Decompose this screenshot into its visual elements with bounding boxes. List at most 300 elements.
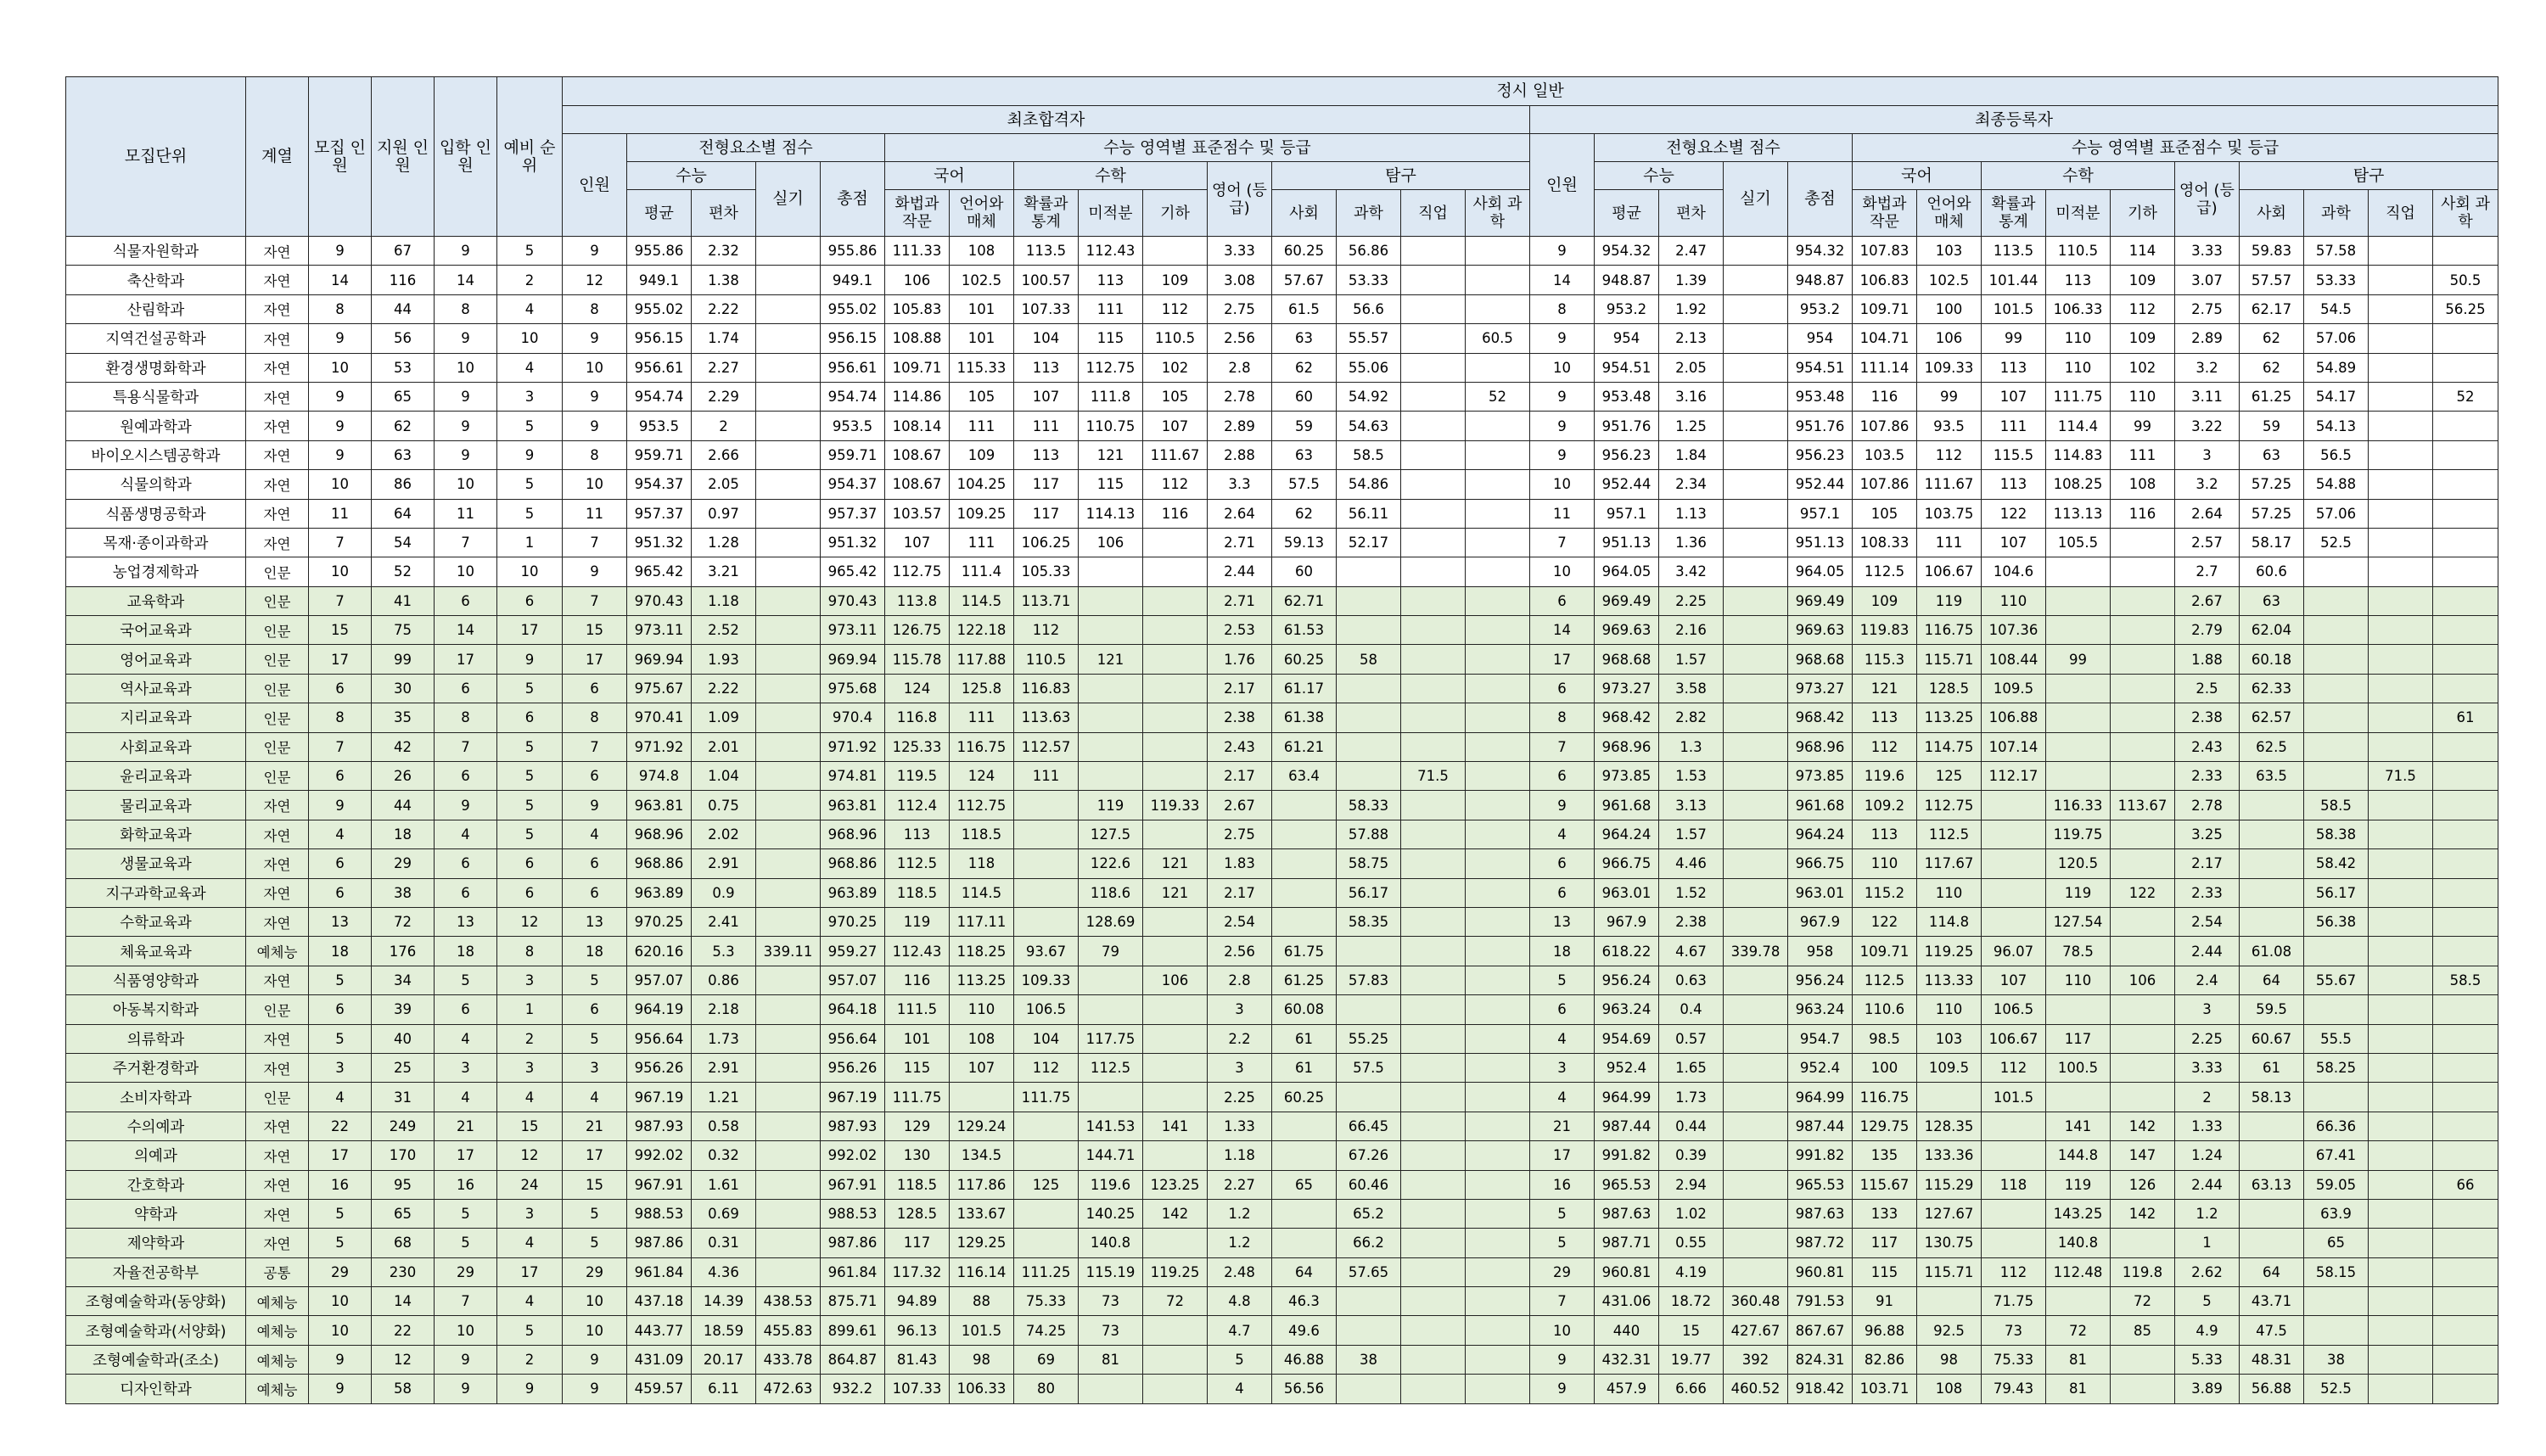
table-cell: 54 <box>372 528 435 557</box>
table-cell: 1.93 <box>692 645 756 674</box>
table-cell: 3.3 <box>1208 470 1272 499</box>
table-cell: 6 <box>497 586 563 615</box>
table-cell: 126.75 <box>885 616 950 645</box>
table-cell: 98 <box>1917 1345 1982 1374</box>
table-cell <box>1466 616 1530 645</box>
table-cell: 5 <box>497 412 563 440</box>
table-cell: 58.5 <box>2304 791 2369 820</box>
table-cell <box>1724 820 1788 848</box>
table-cell <box>1143 1053 1208 1082</box>
table-cell <box>2369 1345 2433 1374</box>
table-cell: 949.1 <box>627 266 692 294</box>
table-cell: 3 <box>2175 440 2240 469</box>
table-cell <box>1724 294 1788 323</box>
table-cell: 3.33 <box>2175 1053 2240 1082</box>
table-cell: 2.32 <box>692 237 756 266</box>
table-cell: 1.57 <box>1659 820 1724 848</box>
table-cell: 5 <box>563 966 627 994</box>
table-cell <box>2111 762 2175 791</box>
table-cell: 954.37 <box>821 470 885 499</box>
table-cell: 111 <box>1917 528 1982 557</box>
table-cell <box>2369 1199 2433 1228</box>
table-cell: 4.8 <box>1208 1287 1272 1316</box>
table-cell: 2.5 <box>2175 674 2240 703</box>
table-cell: 자연 <box>246 382 309 411</box>
table-cell: 111 <box>2111 440 2175 469</box>
table-cell: 114.86 <box>885 382 950 411</box>
table-cell: 620.16 <box>627 937 692 966</box>
table-cell: 1.33 <box>2175 1112 2240 1140</box>
table-cell: 75 <box>372 616 435 645</box>
table-cell <box>1272 849 1337 878</box>
table-cell: 117.32 <box>885 1257 950 1286</box>
table-cell <box>1724 762 1788 791</box>
table-cell: 116.14 <box>950 1257 1014 1286</box>
table-cell <box>2433 616 2498 645</box>
table-cell: 12 <box>497 907 563 936</box>
dept-name-cell: 조형예술학과(동양화) <box>66 1287 246 1316</box>
table-cell <box>2433 820 2498 848</box>
table-cell: 109.71 <box>885 353 950 382</box>
dept-name-cell: 농업경제학과 <box>66 557 246 586</box>
table-cell: 955.02 <box>821 294 885 323</box>
table-cell: 9 <box>435 237 497 266</box>
table-cell: 29 <box>435 1257 497 1286</box>
table-cell: 460.52 <box>1724 1375 1788 1403</box>
table-cell <box>2369 528 2433 557</box>
table-cell: 117.88 <box>950 645 1014 674</box>
table-cell: 113.8 <box>885 586 950 615</box>
table-cell: 110 <box>2111 382 2175 411</box>
header-dev: 편차 <box>1659 190 1724 237</box>
table-cell <box>1079 1083 1143 1112</box>
dept-name-cell: 약학과 <box>66 1199 246 1228</box>
table-cell: 2 <box>497 1024 563 1053</box>
table-cell: 101 <box>950 324 1014 353</box>
table-cell: 5 <box>1208 1345 1272 1374</box>
table-cell <box>756 820 821 848</box>
table-cell: 9 <box>435 382 497 411</box>
table-cell <box>1143 762 1208 791</box>
table-cell: 65.2 <box>1337 1199 1401 1228</box>
table-cell: 11 <box>563 499 627 528</box>
table-cell <box>1466 294 1530 323</box>
table-cell: 957.1 <box>1788 499 1853 528</box>
table-cell: 71.5 <box>2369 762 2433 791</box>
table-cell: 61.25 <box>1272 966 1337 994</box>
table-cell: 110.5 <box>2046 237 2111 266</box>
table-cell: 67.41 <box>2304 1141 2369 1170</box>
table-cell: 1.25 <box>1659 412 1724 440</box>
table-cell: 73 <box>1079 1316 1143 1345</box>
table-cell: 119 <box>1079 791 1143 820</box>
table-cell: 60.5 <box>1466 324 1530 353</box>
table-cell: 10 <box>435 557 497 586</box>
table-cell: 101.5 <box>1982 1083 2046 1112</box>
table-cell: 106.33 <box>2046 294 2111 323</box>
header-korean-speech: 화법과 작문 <box>885 190 950 237</box>
table-cell: 954 <box>1595 324 1659 353</box>
table-cell: 969.49 <box>1788 586 1853 615</box>
table-cell: 0.58 <box>692 1112 756 1140</box>
table-cell: 118.25 <box>950 937 1014 966</box>
table-cell: 자연 <box>246 1229 309 1257</box>
table-cell: 61 <box>1272 1024 1337 1053</box>
table-cell: 9 <box>563 382 627 411</box>
table-cell: 9 <box>1530 1345 1595 1374</box>
table-row <box>66 1375 2498 1403</box>
table-cell <box>2433 937 2498 966</box>
table-cell: 인문 <box>246 1083 309 1112</box>
table-cell: 125 <box>1917 762 1982 791</box>
dept-name-cell: 목재·종이과학과 <box>66 528 246 557</box>
table-row <box>66 353 2498 382</box>
table-cell: 10 <box>309 470 372 499</box>
table-cell <box>2304 674 2369 703</box>
table-cell: 108.67 <box>885 470 950 499</box>
table-cell: 6 <box>563 995 627 1024</box>
table-cell <box>2433 440 2498 469</box>
table-cell: 9 <box>1530 324 1595 353</box>
table-cell <box>1401 1170 1466 1199</box>
table-cell <box>2433 907 2498 936</box>
table-cell <box>1401 937 1466 966</box>
header-inquiry-social: 사회 <box>1272 190 1337 237</box>
table-cell <box>2369 1287 2433 1316</box>
table-cell <box>1982 878 2046 907</box>
table-cell: 3.33 <box>1208 237 1272 266</box>
table-cell: 57.57 <box>2240 266 2304 294</box>
table-cell <box>1401 1345 1466 1374</box>
table-row <box>66 995 2498 1024</box>
table-cell: 60 <box>1272 382 1337 411</box>
table-cell: 2 <box>497 266 563 294</box>
table-cell <box>1724 1053 1788 1082</box>
table-cell: 1.3 <box>1659 732 1724 761</box>
table-cell: 964.99 <box>1595 1083 1659 1112</box>
table-cell: 6 <box>563 762 627 791</box>
table-cell: 101.44 <box>1982 266 2046 294</box>
table-cell: 109.2 <box>1853 791 1917 820</box>
table-cell: 67.26 <box>1337 1141 1401 1170</box>
table-cell <box>1724 791 1788 820</box>
table-cell: 960.81 <box>1788 1257 1853 1286</box>
table-cell: 17 <box>1530 645 1595 674</box>
table-cell: 112 <box>1917 440 1982 469</box>
table-cell: 2.56 <box>1208 324 1272 353</box>
table-cell: 970.25 <box>821 907 885 936</box>
table-cell <box>2304 1083 2369 1112</box>
table-cell: 109.25 <box>950 499 1014 528</box>
table-cell: 113 <box>1014 353 1079 382</box>
table-cell: 107 <box>1982 528 2046 557</box>
table-cell: 5 <box>309 1199 372 1228</box>
table-cell: 113 <box>1982 353 2046 382</box>
table-cell: 956.15 <box>821 324 885 353</box>
table-cell: 예체능 <box>246 1287 309 1316</box>
header-inquiry-vocational: 직업 <box>2369 190 2433 237</box>
table-cell: 899.61 <box>821 1316 885 1345</box>
table-cell <box>2046 732 2111 761</box>
table-cell: 107.33 <box>885 1375 950 1403</box>
table-cell: 4 <box>497 1229 563 1257</box>
table-cell: 7 <box>309 586 372 615</box>
table-cell <box>1917 1287 1982 1316</box>
table-cell: 115.78 <box>885 645 950 674</box>
table-cell: 7 <box>563 528 627 557</box>
table-cell: 105.33 <box>1014 557 1079 586</box>
table-cell: 38 <box>2304 1345 2369 1374</box>
table-cell <box>1337 1287 1401 1316</box>
table-cell: 5 <box>497 237 563 266</box>
table-cell: 61 <box>2240 1053 2304 1082</box>
table-cell <box>1401 820 1466 848</box>
table-cell <box>2240 1229 2304 1257</box>
table-cell: 119 <box>2046 1170 2111 1199</box>
table-cell: 968.68 <box>1595 645 1659 674</box>
table-cell <box>1401 1024 1466 1053</box>
header-final-registered: 최종등록자 <box>1530 106 2498 134</box>
table-cell: 13 <box>309 907 372 936</box>
table-cell: 954.74 <box>627 382 692 411</box>
table-cell <box>1466 849 1530 878</box>
table-cell: 116.75 <box>1853 1083 1917 1112</box>
table-cell: 2.57 <box>2175 528 2240 557</box>
table-cell <box>756 1083 821 1112</box>
table-cell: 6 <box>497 849 563 878</box>
table-cell: 자연 <box>246 294 309 323</box>
table-cell: 106.25 <box>1014 528 1079 557</box>
table-cell: 1.2 <box>1208 1199 1272 1228</box>
table-cell: 110 <box>2046 324 2111 353</box>
table-cell: 48.31 <box>2240 1345 2304 1374</box>
table-cell <box>2433 674 2498 703</box>
table-cell <box>1466 1345 1530 1374</box>
table-cell: 52 <box>372 557 435 586</box>
table-cell: 자연 <box>246 878 309 907</box>
table-cell: 93.67 <box>1014 937 1079 966</box>
table-cell: 62.17 <box>2240 294 2304 323</box>
header-avg: 평균 <box>1595 190 1659 237</box>
table-row <box>66 703 2498 732</box>
table-cell <box>2046 557 2111 586</box>
table-cell: 60.46 <box>1337 1170 1401 1199</box>
table-cell <box>756 324 821 353</box>
table-cell: 81 <box>1079 1345 1143 1374</box>
table-cell: 987.86 <box>821 1229 885 1257</box>
table-cell: 자연 <box>246 1053 309 1082</box>
table-cell: 15 <box>1659 1316 1724 1345</box>
table-cell <box>2433 586 2498 615</box>
table-cell <box>1466 499 1530 528</box>
table-cell: 58.17 <box>2240 528 2304 557</box>
table-cell: 969.94 <box>627 645 692 674</box>
table-cell: 98 <box>950 1345 1014 1374</box>
table-cell: 963.01 <box>1788 878 1853 907</box>
table-cell: 98.5 <box>1853 1024 1917 1053</box>
header-inquiry-social-science: 사회 과학 <box>2433 190 2498 237</box>
table-cell: 119.83 <box>1853 616 1917 645</box>
table-cell: 3 <box>2175 995 2240 1024</box>
table-cell: 54.13 <box>2304 412 2369 440</box>
table-cell: 2.7 <box>2175 557 2240 586</box>
table-cell: 457.9 <box>1595 1375 1659 1403</box>
table-cell: 966.75 <box>1595 849 1659 878</box>
table-cell: 101 <box>885 1024 950 1053</box>
table-cell <box>2111 1375 2175 1403</box>
table-cell: 948.87 <box>1595 266 1659 294</box>
header-math: 수학 <box>1014 162 1208 190</box>
table-cell: 109.71 <box>1853 937 1917 966</box>
table-cell: 112.43 <box>885 937 950 966</box>
table-row <box>66 528 2498 557</box>
dept-name-cell: 수의예과 <box>66 1112 246 1140</box>
table-cell: 62.57 <box>2240 703 2304 732</box>
table-cell: 110.5 <box>1014 645 1079 674</box>
table-cell: 107 <box>1982 382 2046 411</box>
table-cell <box>2433 1024 2498 1053</box>
table-cell: 956.61 <box>627 353 692 382</box>
table-cell: 54.88 <box>2304 470 2369 499</box>
table-cell: 431.06 <box>1595 1287 1659 1316</box>
table-cell <box>1401 995 1466 1024</box>
table-cell: 0.57 <box>1659 1024 1724 1053</box>
table-cell <box>756 294 821 323</box>
table-cell: 2.67 <box>1208 791 1272 820</box>
table-cell <box>756 1257 821 1286</box>
table-cell: 122 <box>1853 907 1917 936</box>
table-cell: 122.18 <box>950 616 1014 645</box>
table-cell: 119.25 <box>1143 1257 1208 1286</box>
table-cell <box>2433 849 2498 878</box>
table-cell <box>1466 1257 1530 1286</box>
table-cell: 961.84 <box>627 1257 692 1286</box>
table-cell <box>1401 440 1466 469</box>
table-cell: 968.42 <box>1595 703 1659 732</box>
table-cell: 431.09 <box>627 1345 692 1374</box>
table-cell: 14 <box>435 266 497 294</box>
table-cell: 6 <box>309 849 372 878</box>
table-cell <box>2111 937 2175 966</box>
table-cell <box>1401 791 1466 820</box>
table-cell <box>2433 1229 2498 1257</box>
table-cell <box>1401 1053 1466 1082</box>
table-cell <box>2111 1345 2175 1374</box>
table-cell: 자연 <box>246 1112 309 1140</box>
table-cell: 인문 <box>246 703 309 732</box>
table-cell: 4 <box>1208 1375 1272 1403</box>
table-cell: 79 <box>1079 937 1143 966</box>
table-cell: 961.84 <box>821 1257 885 1286</box>
table-cell: 107 <box>950 1053 1014 1082</box>
table-cell: 108 <box>2111 470 2175 499</box>
table-row <box>66 1083 2498 1112</box>
table-cell: 230 <box>372 1257 435 1286</box>
table-cell <box>756 266 821 294</box>
table-cell: 29 <box>1530 1257 1595 1286</box>
table-cell: 956.23 <box>1595 440 1659 469</box>
table-cell: 자연 <box>246 440 309 469</box>
table-cell <box>2304 616 2369 645</box>
table-cell: 117 <box>1014 499 1079 528</box>
table-cell <box>1337 1375 1401 1403</box>
table-cell: 2.25 <box>1208 1083 1272 1112</box>
table-cell: 75.33 <box>1982 1345 2046 1374</box>
table-cell <box>1724 586 1788 615</box>
table-cell: 108 <box>950 1024 1014 1053</box>
table-cell: 9 <box>1530 1375 1595 1403</box>
table-cell: 59.83 <box>2240 237 2304 266</box>
table-cell: 9 <box>497 645 563 674</box>
table-cell: 자연 <box>246 1141 309 1170</box>
table-cell: 100 <box>1917 294 1982 323</box>
table-cell: 58.13 <box>2240 1083 2304 1112</box>
table-cell <box>2046 586 2111 615</box>
table-cell: 973.27 <box>1595 674 1659 703</box>
table-cell <box>1724 966 1788 994</box>
table-cell: 2.17 <box>2175 849 2240 878</box>
table-cell: 1.84 <box>1659 440 1724 469</box>
table-cell: 987.63 <box>1788 1199 1853 1228</box>
table-cell: 96.88 <box>1853 1316 1917 1345</box>
table-cell <box>2433 1257 2498 1286</box>
table-cell: 116.83 <box>1014 674 1079 703</box>
table-cell: 114.8 <box>1917 907 1982 936</box>
table-cell <box>1079 1375 1143 1403</box>
table-cell: 65 <box>2304 1229 2369 1257</box>
table-cell: 3.89 <box>2175 1375 2240 1403</box>
table-cell: 6 <box>435 762 497 791</box>
table-cell: 59.13 <box>1272 528 1337 557</box>
table-cell: 58.5 <box>2433 966 2498 994</box>
table-cell: 53 <box>372 353 435 382</box>
table-cell: 0.4 <box>1659 995 1724 1024</box>
table-cell: 111 <box>1982 412 2046 440</box>
table-cell <box>2369 470 2433 499</box>
table-cell <box>1724 557 1788 586</box>
dept-name-cell: 지구과학교육과 <box>66 878 246 907</box>
table-cell: 15 <box>563 1170 627 1199</box>
table-cell <box>1401 382 1466 411</box>
table-cell: 4 <box>1530 1024 1595 1053</box>
table-cell: 8 <box>435 294 497 323</box>
table-cell: 129.24 <box>950 1112 1014 1140</box>
table-cell: 15 <box>563 616 627 645</box>
table-cell: 10 <box>563 1316 627 1345</box>
table-cell: 964.05 <box>1595 557 1659 586</box>
table-cell: 63.5 <box>2240 762 2304 791</box>
table-cell: 61 <box>2433 703 2498 732</box>
table-cell <box>2369 674 2433 703</box>
table-cell: 21 <box>1530 1112 1595 1140</box>
table-cell <box>756 645 821 674</box>
table-cell <box>2304 557 2369 586</box>
table-cell: 61.53 <box>1272 616 1337 645</box>
table-cell <box>2369 1229 2433 1257</box>
table-cell: 953.2 <box>1595 294 1659 323</box>
table-cell: 2.75 <box>1208 820 1272 848</box>
table-cell: 140.8 <box>2046 1229 2111 1257</box>
table-cell <box>2369 849 2433 878</box>
table-cell: 78.5 <box>2046 937 2111 966</box>
table-cell: 956.23 <box>1788 440 1853 469</box>
table-cell: 360.48 <box>1724 1287 1788 1316</box>
table-cell: 1.76 <box>1208 645 1272 674</box>
table-cell <box>1466 237 1530 266</box>
table-cell <box>2369 557 2433 586</box>
table-cell <box>2304 995 2369 1024</box>
table-cell: 75.33 <box>1014 1287 1079 1316</box>
